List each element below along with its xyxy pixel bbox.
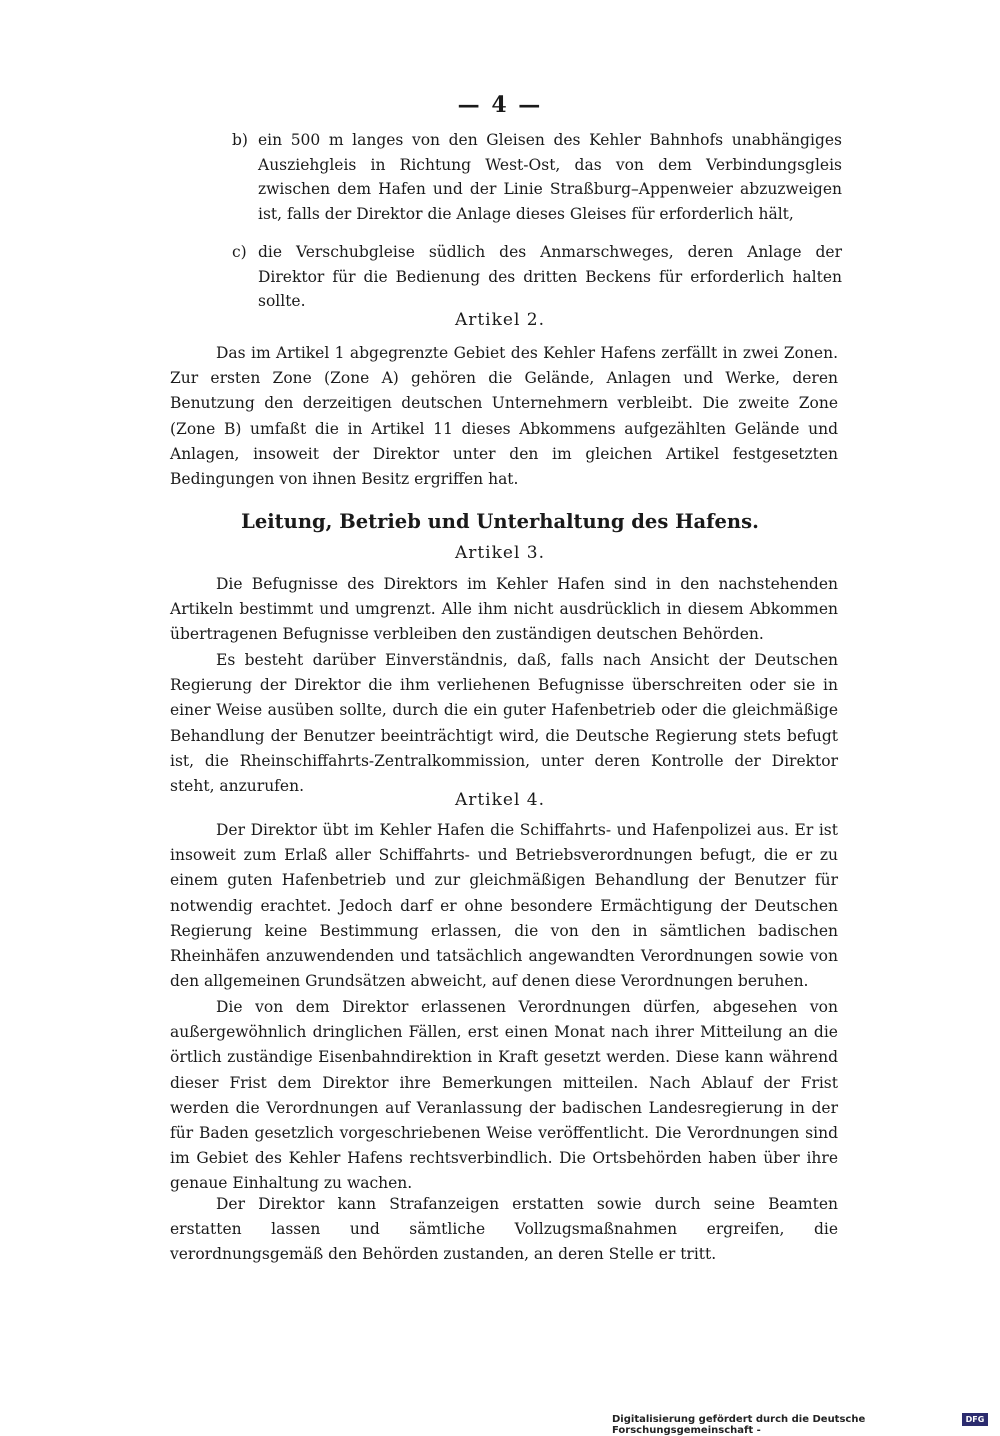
item-label: b) [232, 131, 248, 149]
item-label: c) [232, 243, 247, 261]
article-2-heading: Artikel 2. [454, 310, 546, 330]
article-4-heading: Artikel 4. [454, 790, 546, 810]
article-4-paragraph-3: Der Direktor kann Strafanzeigen erstatten sowie durch seine Beamten erstatten lassen und sämtliche Vollzugsmaßnahmen ergreifen, die verordnungsgemäß den Behörden zustanden, an deren Stelle er tritt. [170, 1195, 838, 1264]
list-item-c [232, 240, 842, 314]
article-4-paragraph-2: Die von dem Direktor erlassenen Verordnungen dürfen, abgesehen von außergewöhnlich dringlichen Fällen, erst einen Monat nach ihrer Mitteilung an die örtlich zuständige Eisenbahndirektion in Kraft gesetzt werden. Diese kann während dieser Frist dem Direktor ihre Bemerkungen mitteilen. Nach Ablauf der Frist werden die Verordnungen auf Veranlassung der badischen Landesregierung in der für Baden gesetzlich vorgeschriebenen Weise veröffentlicht. Die Verordnungen sind im Gebiet des Kehler Hafens rechtsverbindlich. Die Ortsbehörden haben über ihre genaue Einhaltung zu wachen. [170, 998, 838, 1193]
article-4-paragraph-1: Der Direktor übt im Kehler Hafen die Schiffahrts- und Hafenpolizei aus. Er ist insoweit zum Erlaß aller Schiffahrts- und Betriebsverordnungen befugt, die er zu einem guten Hafenbetrieb und zur gleichmäßigen Behandlung der Benutzer für notwendig erachtet. Jedoch darf er ohne besondere Ermächtigung der Deutschen Regierung keine Bestimmung erlassen, die von den in sämtlichen badischen Rheinhäfen anzuwendenden und tatsächlich angewandten Verordnungen sowie von den allgemeinen Grundsätzen abweicht, auf denen diese Verordnungen beruhen. [170, 821, 838, 991]
list-item-b [232, 128, 842, 226]
section-title: Leitung, Betrieb und Unterhaltung des Hafens. [241, 510, 759, 533]
dfg-logo: DFG [962, 1413, 988, 1426]
article-3-paragraph-2: Es besteht darüber Einverständnis, daß, falls nach Ansicht der Deutschen Regierung der Direktor die ihm verliehenen Befugnisse überschreiten oder sie in einer Weise ausüben sollte, durch die ein guter Hafenbetrieb oder die gleichmäßige Behandlung der Benutzer beeinträchtigt wird, die Deutsche Regierung stets befugt ist, die Rheinschiffahrts-Zentralkommission, unter deren Kontrolle der Direktor steht, anzurufen. [170, 651, 838, 796]
article-3-paragraph-1: Die Befugnisse des Direktors im Kehler Hafen sind in den nachstehenden Artikeln bestimmt und umgrenzt. Alle ihm nicht ausdrücklich in diesem Abkommen übertragenen Befugnisse verbleiben den zuständigen deutschen Behörden. [170, 575, 838, 644]
page-number: — 4 — [457, 92, 543, 118]
article-3-heading: Artikel 3. [454, 543, 546, 563]
digitization-credit: Digitalisierung gefördert durch die Deutsche Forschungsgemeinschaft - [612, 1414, 866, 1436]
item-text: ein 500 m langes von den Gleisen des Kehler Bahnhofs unabhängiges Ausziehgleis in Richtung West-Ost, das von dem Verbindungsgleis zwischen dem Hafen und der Linie Straßburg–Appenweier abzuzweigen ist, falls der Direktor die Anlage dieses Gleises für erforderlich hält, [258, 131, 842, 223]
item-text: die Verschubgleise südlich des Anmarschweges, deren Anlage der Direktor für die Bedienung des dritten Beckens für erforderlich halten sollte. [258, 243, 842, 310]
article-2-text: Das im Artikel 1 abgegrenzte Gebiet des Kehler Hafens zerfällt in zwei Zonen. Zur ersten Zone (Zone A) gehören die Gelände, Anlagen und Werke, deren Benutzung den derzeitigen deutschen Unternehmern verbleibt. Die zweite Zone (Zone B) umfaßt die in Artikel 11 dieses Abkommens aufgezählten Gelände und Anlagen, insoweit der Direktor unter den im gleichen Artikel festgesetzten Bedingungen von ihnen Besitz ergriffen hat. [170, 344, 838, 489]
